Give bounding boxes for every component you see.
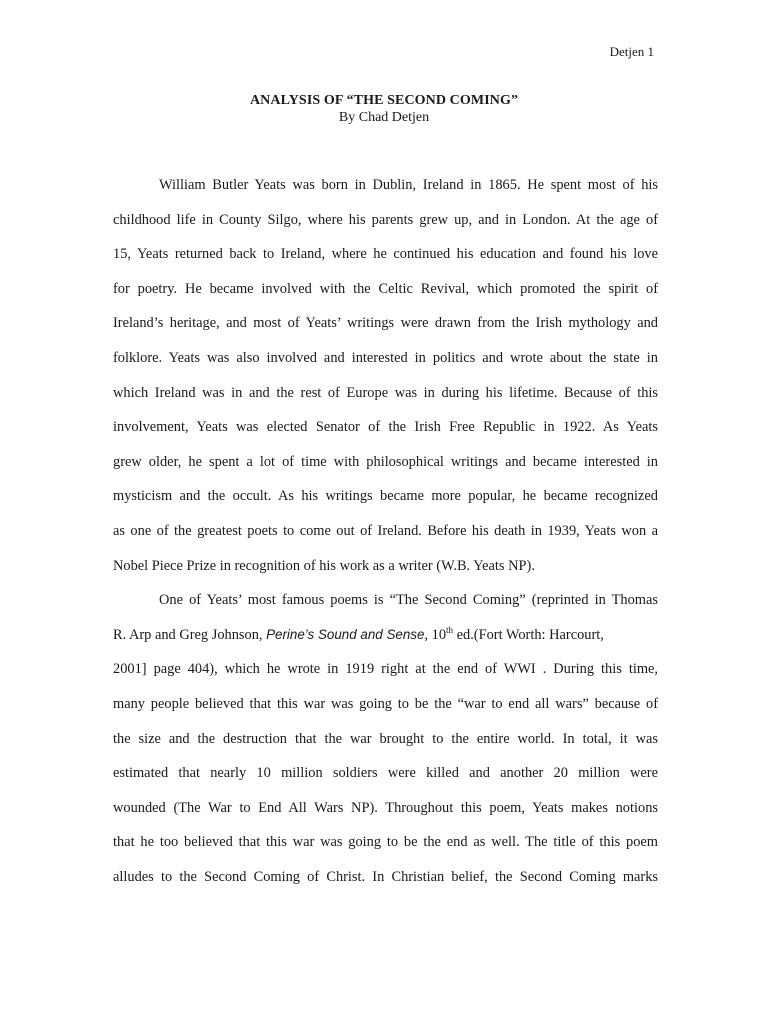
paragraph-line: 15, Yeats returned back to Ireland, where he continued his education and found his love [113,246,658,263]
ordinal-superscript: th [446,624,454,635]
paragraph-line: folklore. Yeats was also involved and interested in politics and wrote about the state in [113,349,658,366]
paragraph-line: many people believed that this war was going to be the “war to end all wars” because of [113,695,658,712]
paragraph-line: as one of the greatest poets to come out of Ireland. Before his death in 1939, Yeats won a [113,522,658,539]
document-title: ANALYSIS OF “THE SECOND COMING” [249,93,519,108]
book-title: Perine’s Sound and Sense [266,626,425,642]
paragraph-line: grew older, he spent a lot of time with philosophical writings and became interested in [113,453,658,470]
paragraph-line: wounded (The War to End All Wars NP). Throughout this poem, Yeats makes notions [113,799,658,816]
paragraph-line: for poetry. He became involved with the Celtic Revival, which promoted the spirit of [113,280,658,297]
byline: By Chad Detjen [338,110,430,125]
citation-text: R. Arp and Greg Johnson, [113,626,267,643]
title-block [0,92,768,126]
paragraph-line: that he too believed that this war was going to be the end as well. The title of this poem [113,834,658,851]
paragraph-line: the size and the destruction that the war brought to the entire world. In total, it was [113,730,658,747]
paragraph-line: alludes to the Second Coming of Christ. In Christian belief, the Second Coming marks [113,868,658,885]
paragraph-line: involvement, Yeats was elected Senator of the Irish Free Republic in 1922. As Yeats [113,419,658,436]
paragraph-line: 2001] page 404), which he wrote in 1919 right at the end of WWI . During this time, [113,661,658,678]
paragraph-line: One of Yeats’ most famous poems is “The Second Coming” (reprinted in Thomas [159,592,658,609]
document-body [113,168,658,894]
running-head: Detjen 1 [609,44,654,59]
paragraph-line: William Butler Yeats was born in Dublin, Ireland in 1865. He spent most of his [159,177,658,193]
citation-text: , 10 [424,626,447,643]
paragraph-line: estimated that nearly 10 million soldiers were killed and another 20 million were [113,765,658,782]
paragraph-line: mysticism and the occult. As his writings became more popular, he became recognized [113,488,658,505]
paragraph-line: Nobel Piece Prize in recognition of his work as a writer (W.B. Yeats NP). [113,557,535,574]
paragraph-line: Ireland’s heritage, and most of Yeats’ writings were drawn from the Irish mythology and [113,315,658,332]
paragraph-line: which Ireland was in and the rest of Europe was in during his lifetime. Because of this [113,384,658,401]
paragraph-line-citation [113,618,658,653]
paragraph-line: childhood life in County Silgo, where his parents grew up, and in London. At the age of [113,211,658,228]
citation-text: ed.(Fort Worth: Harcourt, [453,626,604,643]
